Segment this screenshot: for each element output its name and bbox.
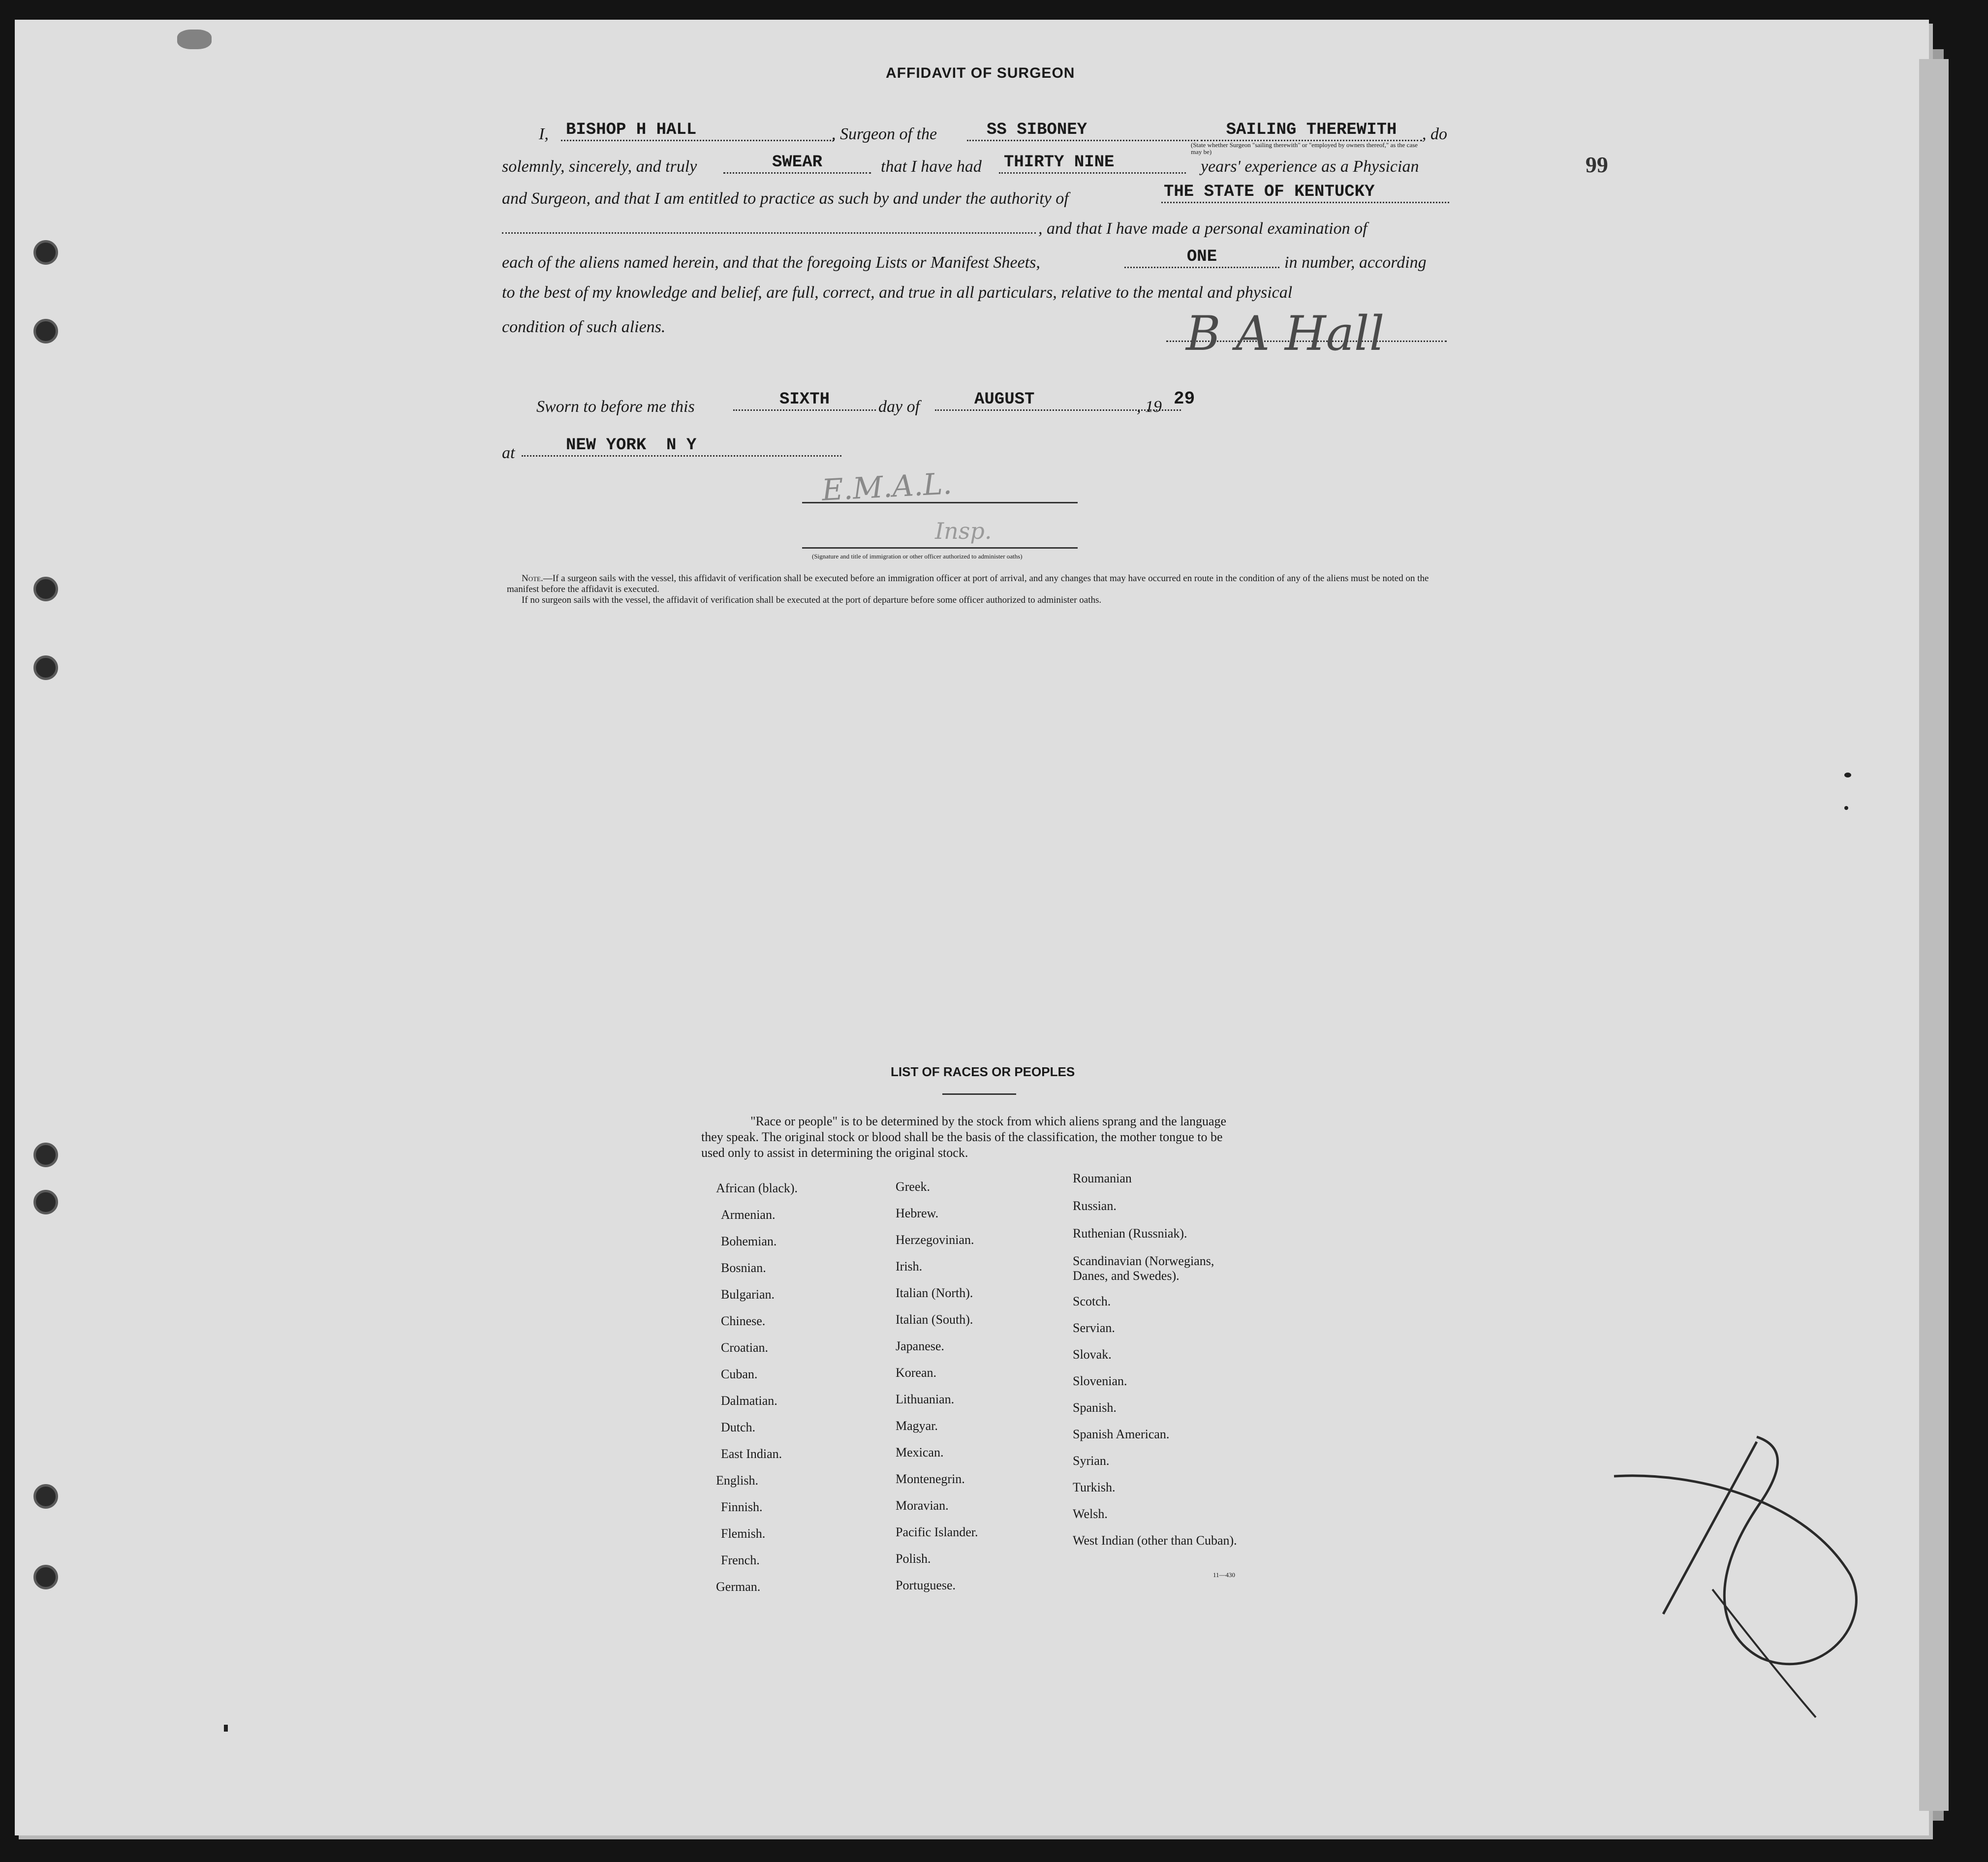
speck	[1844, 806, 1848, 810]
month-field: AUGUST	[935, 390, 1181, 411]
race-item: East Indian.	[721, 1447, 782, 1461]
oath-field: SWEAR	[723, 153, 871, 174]
race-item: Spanish.	[1073, 1400, 1117, 1415]
note-line-2: If no surgeon sails with the vessel, the affidavit of verification shall be executed at the port of departure before some officer authorized to administer oaths.	[522, 595, 1102, 605]
races-rule	[942, 1093, 1016, 1095]
race-item: Ruthenian (Russniak).	[1073, 1226, 1187, 1241]
text-that-i-have-had: that I have had	[881, 157, 982, 176]
binder-hole	[33, 1484, 58, 1509]
race-item: Spanish American.	[1073, 1427, 1170, 1441]
race-item: Finnish.	[721, 1500, 763, 1514]
text-surgeon-of: , Surgeon of the	[832, 125, 937, 143]
status-field: SAILING THEREWITH	[1201, 120, 1422, 141]
race-item: Slovenian.	[1073, 1374, 1127, 1388]
race-item: Dutch.	[721, 1420, 756, 1434]
race-item: Moravian.	[896, 1498, 949, 1513]
pencil-circle-mark	[1599, 1427, 1895, 1722]
binder-hole	[33, 240, 58, 265]
binder-hole	[33, 577, 58, 601]
race-item: Dalmatian.	[721, 1394, 777, 1408]
race-item: Servian.	[1073, 1321, 1115, 1335]
binder-hole	[33, 655, 58, 680]
text-i: I,	[539, 125, 549, 143]
race-item: Turkish.	[1073, 1480, 1116, 1494]
surgeon-signature: B A Hall	[1186, 306, 1385, 361]
race-item: Scandinavian (Norwegians, Danes, and Swedes).	[1073, 1254, 1214, 1283]
race-item: German.	[716, 1580, 761, 1594]
official-caption: (Signature and title of immigration or other officer authorized to administer oaths)	[812, 553, 1023, 560]
races-title: LIST OF RACES OR PEOPLES	[891, 1064, 1075, 1079]
race-item: Bohemian.	[721, 1234, 777, 1248]
page-number: 99	[1585, 152, 1608, 177]
race-item: Montenegrin.	[896, 1472, 965, 1486]
officer-signature: E.M.A.L.	[821, 466, 953, 508]
binder-hole	[33, 1143, 58, 1167]
text-in-number: in number, according	[1284, 253, 1427, 272]
ink-smudge	[177, 30, 212, 49]
year-suffix: 29	[1174, 389, 1195, 409]
authority-field: THE STATE OF KENTUCKY	[1161, 182, 1449, 203]
text-and-surgeon: and Surgeon, and that I am entitled to practice as such by and under the authority of	[502, 189, 1069, 208]
text-do: , do	[1422, 125, 1447, 143]
note-paragraph-1	[507, 573, 1457, 595]
race-item: English.	[716, 1473, 758, 1488]
note-label: Note.	[522, 573, 543, 584]
race-item: Italian (North).	[896, 1286, 973, 1300]
races-column-3	[1073, 1171, 1250, 1563]
text-condition: condition of such aliens.	[502, 318, 666, 336]
race-item: West Indian (other than Cuban).	[1073, 1533, 1237, 1548]
race-item: Roumanian	[1073, 1171, 1132, 1185]
text-each-of: each of the aliens named herein, and that the foregoing Lists or Manifest Sheets,	[502, 253, 1040, 272]
race-item: French.	[721, 1553, 760, 1567]
speck	[224, 1725, 228, 1732]
race-item: Bosnian.	[721, 1261, 766, 1275]
race-item: Herzegovinian.	[896, 1233, 974, 1247]
race-item: Portuguese.	[896, 1578, 956, 1592]
binder-hole	[33, 1565, 58, 1589]
race-item: Cuban.	[721, 1367, 758, 1381]
years-field: THIRTY NINE	[999, 153, 1186, 174]
race-item: African (black).	[716, 1181, 798, 1195]
binder-hole	[33, 319, 58, 343]
race-item: Lithuanian.	[896, 1392, 955, 1406]
race-item: Greek.	[896, 1179, 931, 1194]
race-item: Japanese.	[896, 1339, 944, 1353]
binder-hole	[33, 1190, 58, 1214]
place-field: NEW YORK N Y	[522, 435, 841, 457]
officer-title-handwriting: Insp.	[935, 518, 992, 544]
note-line-1: —If a surgeon sails with the vessel, this affidavit of verification shall be executed before an immigration officer at port of arrival, and any changes that may have occurred en route in the condition of any of the aliens must be noted on the manifest before the affidavit is executed.	[507, 573, 1429, 594]
text-examination: , and that I have made a personal examination of	[1038, 219, 1367, 238]
officer-signature-line-2	[802, 546, 1078, 549]
race-item: Slovak.	[1073, 1347, 1112, 1362]
note-block	[507, 573, 1457, 606]
sheets-field: ONE	[1124, 247, 1279, 268]
race-item: Mexican.	[896, 1445, 944, 1459]
race-item: Russian.	[1073, 1199, 1117, 1213]
races-intro: "Race or people" is to be determined by the stock from which aliens sprang and the language they speak. The original stock or blood shall be the basis of the classification, the mother tongue to be used only to assist in determining the original stock.	[701, 1114, 1227, 1160]
race-item: Pacific Islander.	[896, 1525, 978, 1539]
race-item: Irish.	[896, 1259, 923, 1273]
page-title: AFFIDAVIT OF SURGEON	[886, 65, 1075, 81]
text-at: at	[502, 444, 515, 462]
text-year-prefix: , 19	[1137, 398, 1162, 416]
officer-signature-line-1	[802, 501, 1078, 503]
race-item: Korean.	[896, 1365, 937, 1380]
surgeon-name-field: BISHOP H HALL	[561, 120, 834, 141]
text-sworn: Sworn to before me this	[536, 398, 695, 416]
status-note: (State whether Surgeon "sailing therewith" or "employed by owners thereof," as the case may be)	[1191, 141, 1418, 155]
race-item: Hebrew.	[896, 1206, 939, 1220]
race-item: Croatian.	[721, 1340, 769, 1355]
text-years-experience: years' experience as a Physician	[1201, 157, 1419, 176]
day-field: SIXTH	[733, 390, 876, 411]
race-item: Armenian.	[721, 1208, 776, 1222]
race-item: Chinese.	[721, 1314, 766, 1328]
text-solemnly: solemnly, sincerely, and truly	[502, 157, 697, 176]
page-edge	[1919, 59, 1949, 1811]
race-item: Polish.	[896, 1552, 931, 1566]
races-column-1	[716, 1175, 798, 1600]
text-to-the-best: to the best of my knowledge and belief, are full, correct, and true in all particulars, relative to the mental and physical	[502, 283, 1293, 302]
text-day-of: day of	[878, 398, 920, 416]
race-item: Syrian.	[1073, 1454, 1110, 1468]
race-item: Bulgarian.	[721, 1287, 775, 1302]
speck	[1844, 773, 1851, 777]
race-item: Scotch.	[1073, 1294, 1111, 1308]
race-item: Magyar.	[896, 1419, 938, 1433]
vessel-field: SS SIBONEY	[967, 120, 1198, 141]
authority-continuation-field	[502, 213, 1036, 234]
race-item: Flemish.	[721, 1526, 766, 1541]
race-item: Italian (South).	[896, 1312, 973, 1327]
race-item: Welsh.	[1073, 1507, 1108, 1521]
form-code: 11—430	[1213, 1571, 1236, 1579]
races-column-2	[896, 1174, 978, 1599]
